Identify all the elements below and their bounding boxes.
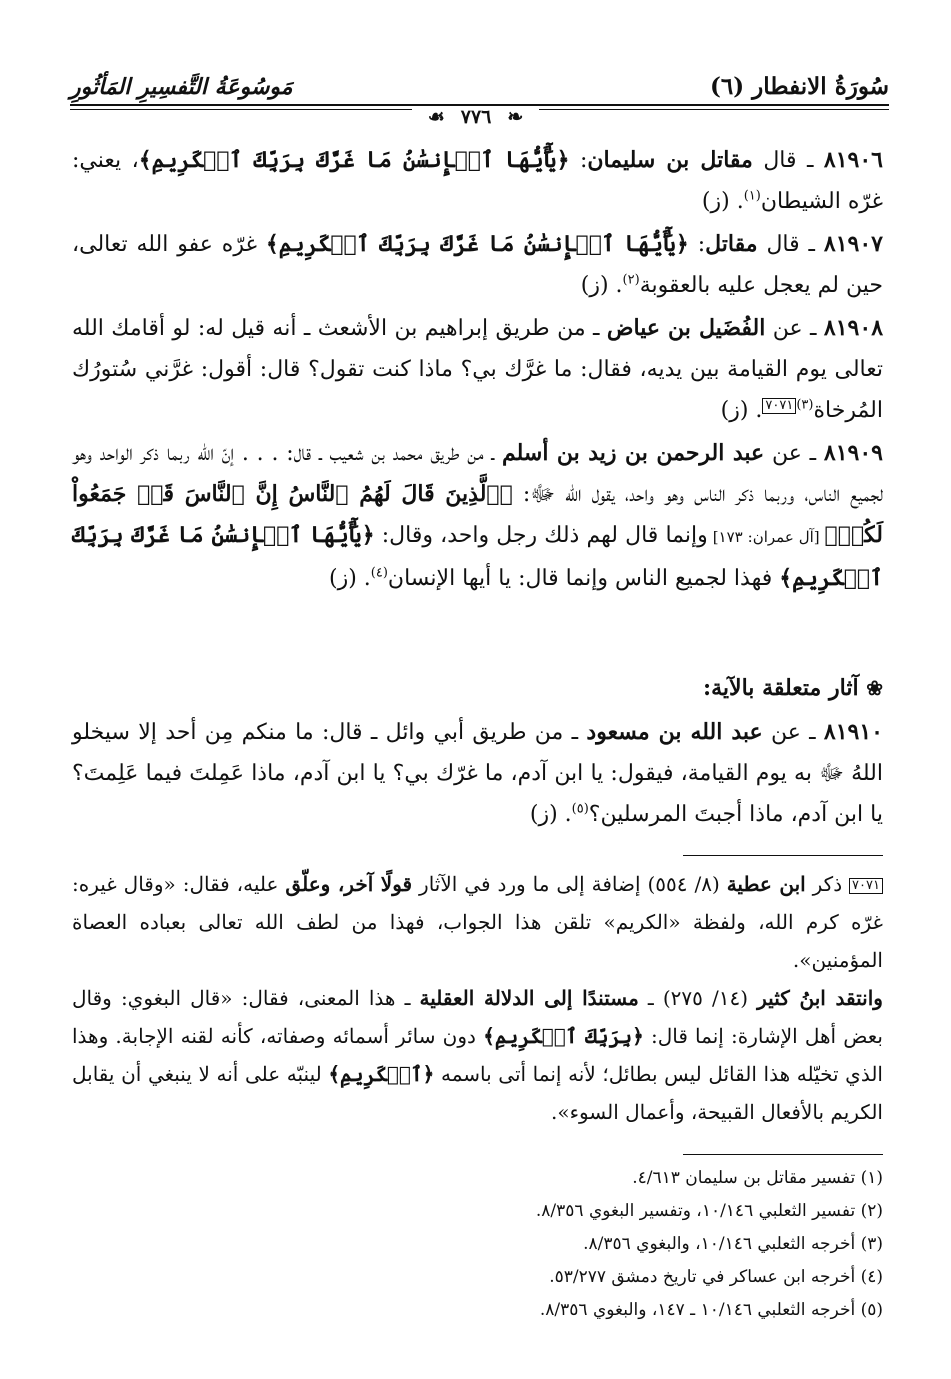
quran-quote: ﴿ٱلۡكَرِيمِ﴾ [328,1062,435,1086]
entry-text: فهذا لجميع الناس وإنما قال: يا أيها الإنسان [387,566,780,591]
entry-end: . (ز) [580,273,623,298]
entry-81907 [72,224,883,306]
note-emphasis: مستندًا إلى الدلالة العقلية [419,986,639,1010]
commentary-notes [72,865,883,1131]
ornament-icon: ☙ [420,106,453,128]
section-heading [72,670,883,706]
entry-text: وإنما قال لهم ذلك رجل واحد، وقال: [374,523,708,548]
notes-rule [683,855,883,856]
note-emphasis: وانتقد ابنُ كثير [757,986,883,1010]
entry-text: ـ عن [762,720,824,745]
entry-text: ـ قال [752,148,824,173]
entry-text: ـ من طريق أبي وائل ـ قال: ما منكم مِن أحد إلا سيخلو اللهُ ﷻ به يوم القيامة، فيقول: يا ابن آدم، ما غرّك بي؟ يا ابن آدم، ماذا عَمِلتَ فيما عَلِمتَ؟ يا ابن آدم، ماذا أجبتَ المرسلين؟ [72,720,883,827]
footnote-ref: (٣) [796,397,814,413]
note-text: لينبّه على أنه لا ينبغي أن يقابل الكريم بالأفعال القبيحة، وأعمال السوء». [72,1062,883,1124]
footnote-ref: (٥) [571,801,589,817]
entry-number: ٨١٩٠٧ [823,231,883,257]
ornament-icon: ❧ [499,106,531,128]
entry-text: ـ عن [765,316,824,341]
page-number: ٧٧٦ [453,106,500,128]
narrator-name: مقاتل بن سليمان [587,147,753,173]
note-text: عليه، فقال: «وقال غيره: غرّه كرم الله، ولفظة «الكريم» تلقن هذا الجواب، فهذا من لطف الله تعالى بعباده العصاة المؤمنين». [72,872,883,972]
narrator-name: مقاتل [705,231,758,257]
entry-end: . (ز) [529,802,572,827]
entry-text: ، يعني: غرّه الشيطان [72,148,883,214]
narrator-name: عبد الله بن مسعود [586,719,763,745]
note-text: دون سائر أسمائه وصفاته، كأنه لقنه الإجابة. وهذا الذي تخيّله هذا القائل ليس بطائل؛ لأنه إنما أتى باسمه [72,1024,883,1086]
note-number-box: ٧٠٧١ [849,878,883,894]
section-heading-text: آثار متعلقة بالآية: [703,675,859,701]
entry-end: . (ز) [329,566,371,591]
entry-text: غرّه عفو الله تعالى، حين لم يعجل عليه بالعقوبة [72,232,883,298]
footnote-5: (٥) أخرجه الثعلبي ١٠/١٤٦ ـ ١٤٧، والبغوي ٨/٣٥٦. [539,1300,883,1320]
quran-quote: ﴿ٱلَّذِينَ قَالَ لَهُمُ ٱلنَّاسُ إِنَّ ٱلنَّاسَ قَدۡ جَمَعُواْ لَكُمۡ﴾ [72,481,884,548]
entry-end: . (ز) [701,189,744,214]
quran-quote: ﴿يَٰٓأَيُّهَا ٱلۡإِنسَٰنُ مَا غَرَّكَ بِرَبِّكَ ٱلۡكَرِيمِ﴾ [138,147,570,173]
quran-quote: ﴿يَٰٓأَيُّهَا ٱلۡإِنسَٰنُ مَا غَرَّكَ بِرَبِّكَ ٱلۡكَرِيمِ﴾ [265,231,689,257]
note-text: ذكر [805,872,850,896]
footnote-3: (٣) أخرجه الثعلبي ١٠/١٤٦، والبغوي ٨/٣٥٦. [583,1234,883,1254]
entry-81906 [72,140,883,222]
entry-text: ـ من طريق إبراهيم بن الأشعث ـ أنه قيل له: لو أقامك الله تعالى يوم القيامة بين يديه، فقال: ما غرَّك بي؟ ماذا كنت تقول؟ قال: أقول: غرَّني سُتورُك المُرخاة [72,316,883,423]
note-text: (٨/ ٥٥٤) إضافة إلى ما ورد في الآثار [412,872,727,896]
narrator-name: الفُضَيل بن عياض [606,315,766,341]
footnote-2: (٢) تفسير الثعلبي ١٠/١٤٦، وتفسير البغوي ٨/٣٥٦. [535,1201,883,1221]
entry-number: ٨١٩٠٦ [823,147,883,173]
book-title: مَوسُوعَةُ التَّفسِيرِ المَأثُورِ [70,74,293,100]
page-number-wrap [0,106,951,128]
footnotes-rule [683,1154,883,1155]
note-7071-critique [72,979,883,1131]
entry-text: : [569,148,588,173]
footnote-1: (١) تفسير مقاتل بن سليمان ٤/٦١٣. [632,1168,883,1188]
entry-text: ـ من طريق محمد بن شعيب ـ قال: . . . إنّ الله ربما ذكر الواحد وهو لجميع الناس، وربما ذكر الناس وهو واحد، يقول الله ﷻ: [72,441,883,507]
entry-81910 [72,712,883,835]
entry-end: . (ز) [720,398,763,423]
quran-quote: ﴿يَٰٓأَيُّهَا ٱلۡإِنسَٰنُ مَا غَرَّكَ بِرَبِّكَ ٱلۡكَرِيمِ﴾ [72,522,883,591]
note-emphasis: قولًا آخر، وعلّق [285,872,413,896]
entry-number: ٨١٩١٠ [823,719,883,745]
entry-number: ٨١٩٠٩ [823,440,883,466]
note-7071 [72,865,883,979]
main-text [72,140,883,601]
footnote-ref: (٢) [622,272,640,288]
page-header [70,72,889,106]
entry-81908 [72,308,883,431]
entry-text: : [688,232,706,257]
verse-reference: [آل عمران: ١٧٣] [707,528,825,546]
quran-quote: ﴿بِرَبِّكَ ٱلۡكَرِيمِ﴾ [483,1024,644,1048]
scholar-name: ابن عطية [726,872,806,896]
footnote-4: (٤) أخرجه ابن عساكر في تاريخ دمشق ٥٣/٢٧٧. [549,1267,883,1287]
entry-text: ـ عن [764,441,824,466]
note-text: (١٤/ ٢٧٥) ـ [638,986,758,1010]
entry-81909 [72,433,883,599]
surah-title: سُورَةُ الانفطار (٦) [710,73,889,100]
related-text [72,712,883,837]
footnotes [72,1162,883,1327]
footnote-ref: (٤) [370,565,388,581]
entry-text: ـ قال [757,232,824,257]
entry-number: ٨١٩٠٨ [823,315,884,341]
narrator-name: عبد الرحمن بن زيد بن أسلم [501,440,765,466]
note-ref-box: ٧٠٧١ [762,398,796,414]
footnote-ref: (١) [743,188,761,204]
flower-icon: ❀ [866,676,883,700]
note-text: ـ هذا المعنى، فقال: «قال البغوي: وقال بعض أهل الإشارة: إنما قال: [72,986,883,1048]
